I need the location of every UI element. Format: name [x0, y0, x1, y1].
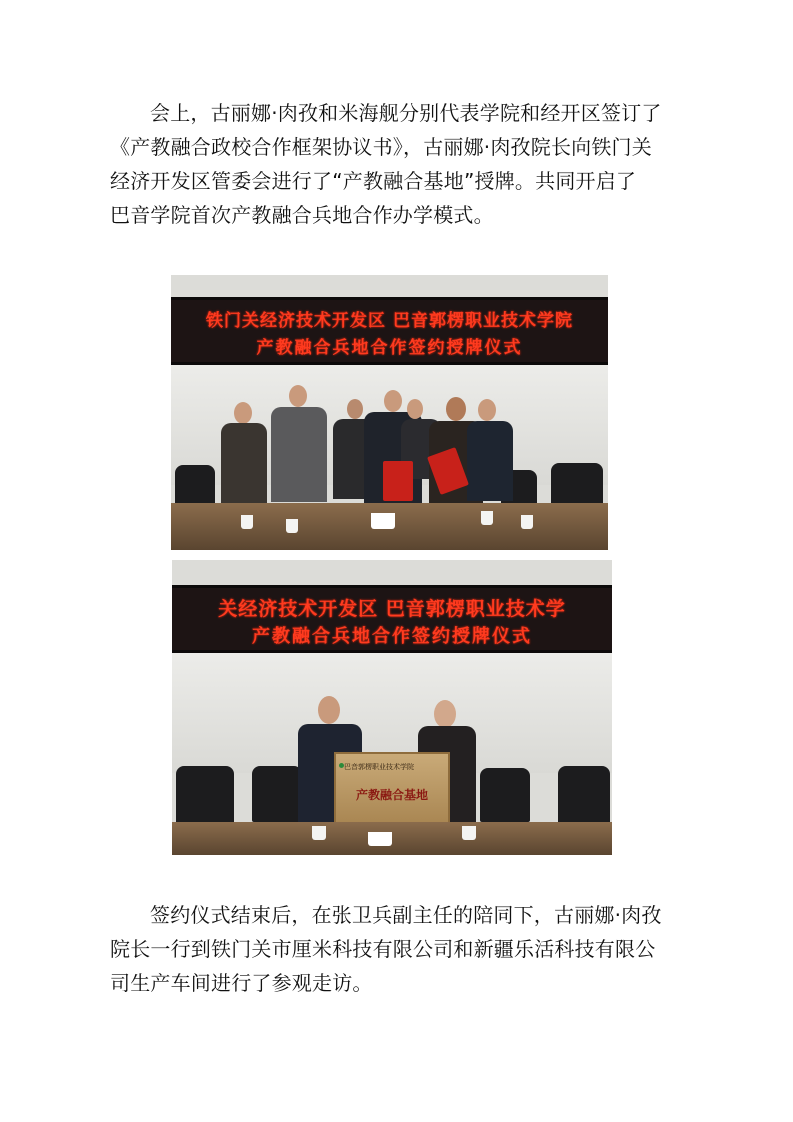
conference-table: [172, 822, 612, 855]
cup: [521, 515, 533, 529]
paragraph-line: 巴音学院首次产教融合兵地合作办学模式。: [110, 203, 494, 227]
chair: [480, 768, 530, 822]
paragraph-line: 《产教融合政校合作框架协议书》，古丽娜·肉孜院长向铁门关: [110, 135, 652, 159]
plaque-school-name: 巴音郭楞职业技术学院: [344, 763, 414, 771]
paragraph-line: 签约仪式结束后，在张卫兵副主任的陪同下，古丽娜·肉孜: [150, 903, 662, 927]
chair: [176, 766, 234, 826]
led-banner: [171, 297, 608, 365]
chair: [252, 766, 302, 822]
cup: [312, 826, 326, 840]
chair: [558, 766, 610, 826]
tissue-box: [371, 513, 395, 529]
banner-line-2: 产教融合兵地合作签约授牌仪式: [252, 626, 532, 647]
banner-line-2: 产教融合兵地合作签约授牌仪式: [256, 338, 523, 358]
paragraph-line: 会上，古丽娜·肉孜和米海舰分别代表学院和经开区签订了: [150, 101, 662, 125]
plaque-presentation-photo: [172, 560, 612, 855]
paragraph-visit: [110, 898, 688, 1000]
paragraph-signing: [110, 96, 688, 232]
banner-line-1: 关经济技术开发区 巴音郭楞职业技术学: [218, 598, 566, 620]
honor-plaque: [334, 752, 450, 826]
cup: [481, 511, 493, 525]
led-banner: [172, 585, 612, 653]
paragraph-line: 司生产车间进行了参观走访。: [110, 971, 373, 995]
tissue-box: [368, 832, 392, 846]
paragraph-line: 经济开发区管委会进行了“产教融合基地”授牌。共同开启了: [110, 169, 637, 193]
red-folder: [383, 461, 413, 501]
banner-line-1: 铁门关经济技术开发区 巴音郭楞职业技术学院: [206, 311, 573, 331]
cup: [241, 515, 253, 529]
plaque-title: 产教融合基地: [355, 788, 428, 802]
cup: [286, 519, 298, 533]
paragraph-line: 院长一行到铁门关市厘米科技有限公司和新疆乐活科技有限公: [110, 937, 656, 961]
cup: [462, 826, 476, 840]
signing-ceremony-photo: [171, 275, 608, 550]
